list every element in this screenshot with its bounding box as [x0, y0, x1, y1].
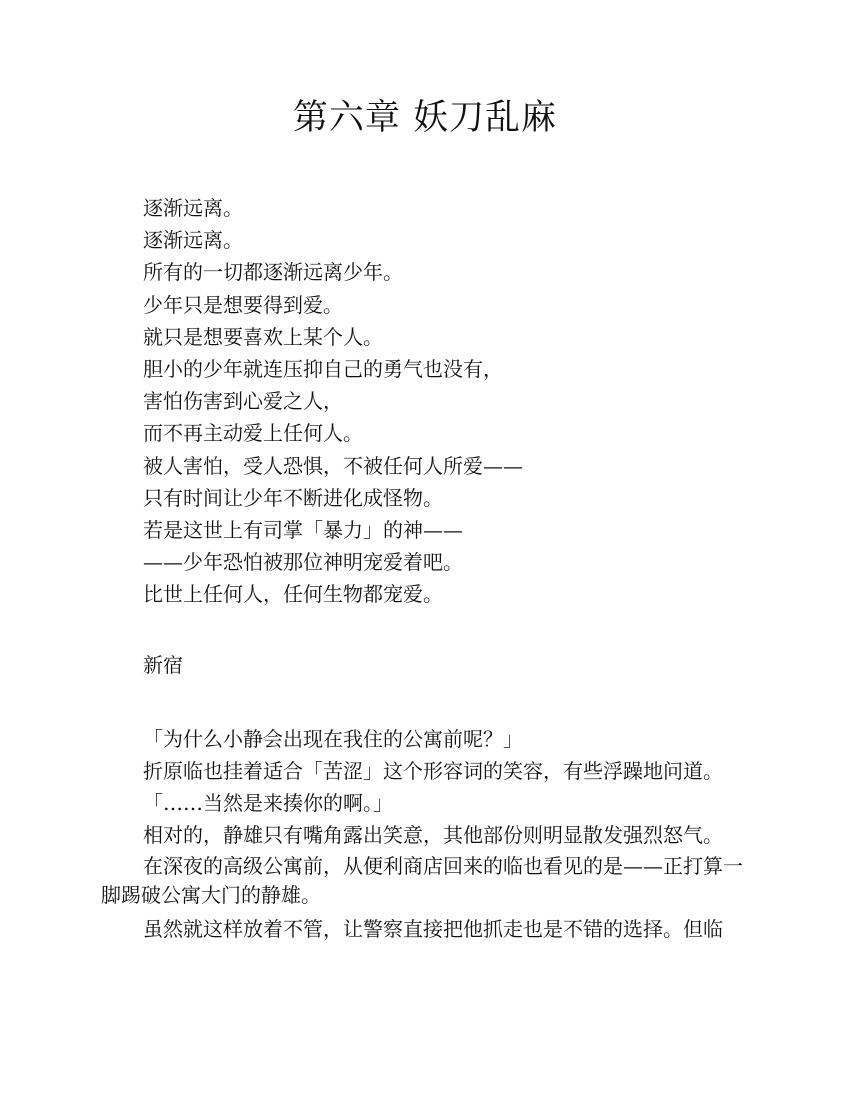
location-heading: 新宿: [143, 652, 183, 677]
section-gap: [101, 681, 749, 723]
paragraph: 在深夜的高级公寓前，从便利商店回来的临也看见的是——正打算一脚踢破公寓大门的静雄。: [101, 853, 743, 907]
body-text: [101, 192, 749, 945]
paragraph: 只有时间让少年不断进化成怪物。: [143, 485, 443, 510]
paragraph: 少年只是想要得到爱。: [143, 292, 343, 317]
paragraph: ——少年恐怕被那位神明宠爱着吧。: [143, 550, 463, 575]
section-gap: [101, 611, 749, 649]
paragraph: 被人害怕，受人恐惧，不被任何人所爱——: [143, 453, 523, 478]
paragraph: 折原临也挂着适合「苦涩」这个形容词的笑容，有些浮躁地问道。: [143, 759, 723, 784]
paragraph: 若是这世上有司掌「暴力」的神——: [143, 518, 463, 543]
paragraph: 就只是想要喜欢上某个人。: [143, 324, 383, 349]
chapter-title: 第六章 妖刀乱麻: [292, 98, 558, 138]
paragraph: 而不再主动爱上任何人。: [143, 421, 363, 446]
paragraph: 「为什么小静会出现在我住的公寓前呢？」: [143, 726, 523, 751]
paragraph: 逐渐远离。: [143, 228, 243, 253]
paragraph: 相对的，静雄只有嘴角露出笑意，其他部份则明显散发强烈怒气。: [143, 823, 723, 848]
paragraph: 胆小的少年就连压抑自己的勇气也没有，: [143, 357, 503, 382]
paragraph: 所有的一切都逐渐远离少年。: [143, 260, 403, 285]
paragraph: 逐渐远离。: [143, 196, 243, 220]
paragraph: 虽然就这样放着不管，让警察直接把他抓走也是不错的选择。但临: [143, 916, 723, 941]
paragraph: 害怕伤害到心爱之人，: [143, 389, 343, 414]
paragraph: 「……当然是来揍你的啊。」: [143, 791, 393, 816]
paragraph: 比世上任何人，任何生物都宠爱。: [143, 582, 443, 607]
